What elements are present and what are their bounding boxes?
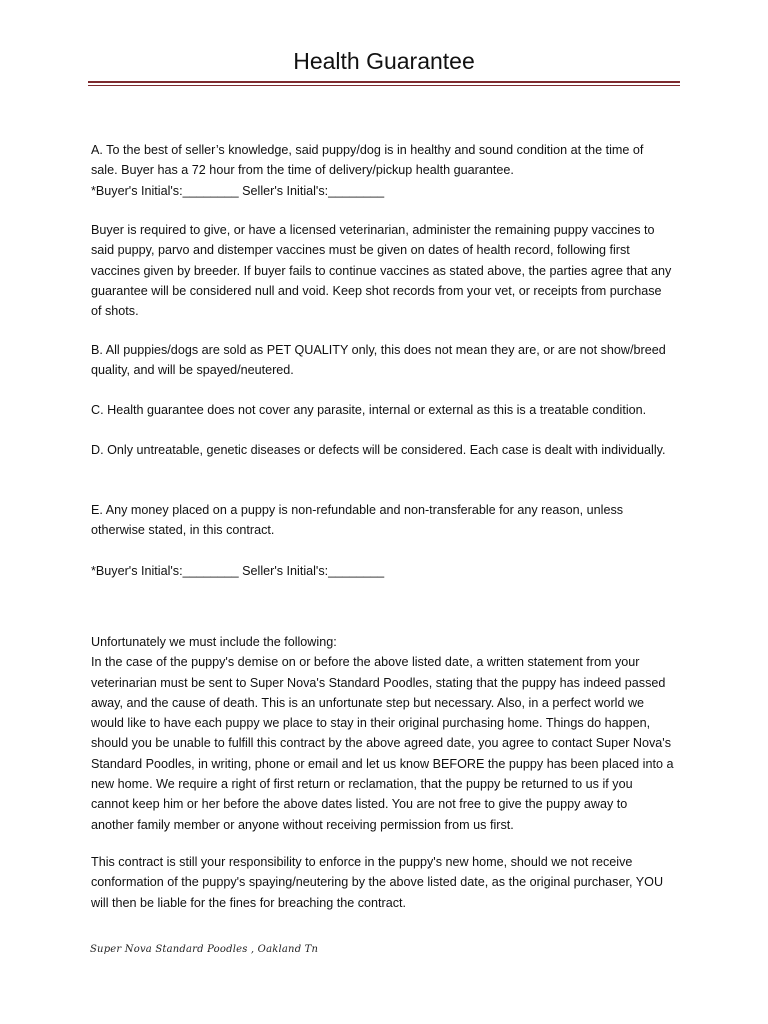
title-rule-thin — [88, 85, 680, 86]
initials-line-2: *Buyer's Initial's:________ Seller's Initial's:________ — [91, 564, 385, 578]
section-a-paragraph: A. To the best of seller’s knowledge, said puppy/dog is in healthy and sound condition at the time of sale. Buyer has a 72 hour from the time of delivery/pickup health guarantee. *Buyer's Initial's:________ Seller's Initial's:________ — [91, 143, 644, 198]
document-title: Health Guarantee — [293, 48, 475, 74]
unfortunately-paragraph: Unfortunately we must include the following: In the case of the puppy's demise on or before the above listed date, a written statement from your veterinarian must be sent to Super Nova's Standard Poodles, stating that the puppy has indeed passed away, and the cause of death. This is an unfortunate step but necessary. Also, in a perfect world we would like to have each puppy we place to stay in their original purchasing home. Things do happen, should you be unable to fulfill this contract by the above agreed date, you agree to contact Super Nova's Standard Poodles, in writing, phone or email and let us know BEFORE the puppy has been placed into a new home. We require a right of first return or reclamation, that the puppy be returned to us if you cannot keep him or her before the above dates listed. You are not free to give the puppy away to another family member or anyone without receiving permission from us first. — [91, 635, 674, 832]
contract-paragraph: This contract is still your responsibility to enforce in the puppy's new home, should we not receive conformation of the puppy's spaying/neutering by the above listed date, as the original purchaser, YOU will then be liable for the fines for breaching the contract. — [91, 855, 664, 910]
title-rule-thick — [88, 81, 680, 83]
footer-signature: Super Nova Standard Poodles , Oakland Tn — [90, 944, 319, 955]
section-c-paragraph: C. Health guarantee does not cover any parasite, internal or external as this is a treatable condition. — [91, 403, 647, 417]
vaccines-paragraph: Buyer is required to give, or have a licensed veterinarian, administer the remaining puppy vaccines to said puppy, parvo and distemper vaccines must be given on dates of health record, following first vaccines given by breeder. If buyer fails to continue vaccines as stated above, the parties agree that any guarantee will be considered null and void. Keep shot records from your vet, or receipts from purchase of shots. — [91, 223, 672, 319]
section-b-paragraph: B. All puppies/dogs are sold as PET QUALITY only, this does not mean they are, or are not show/breed quality, and will be spayed/neutered. — [91, 343, 666, 378]
section-d-paragraph: D. Only untreatable, genetic diseases or defects will be considered. Each case is dealt with individually. — [91, 443, 666, 457]
section-e-paragraph: E. Any money placed on a puppy is non-refundable and non-transferable for any reason, unless otherwise stated, in this contract. — [91, 503, 624, 538]
